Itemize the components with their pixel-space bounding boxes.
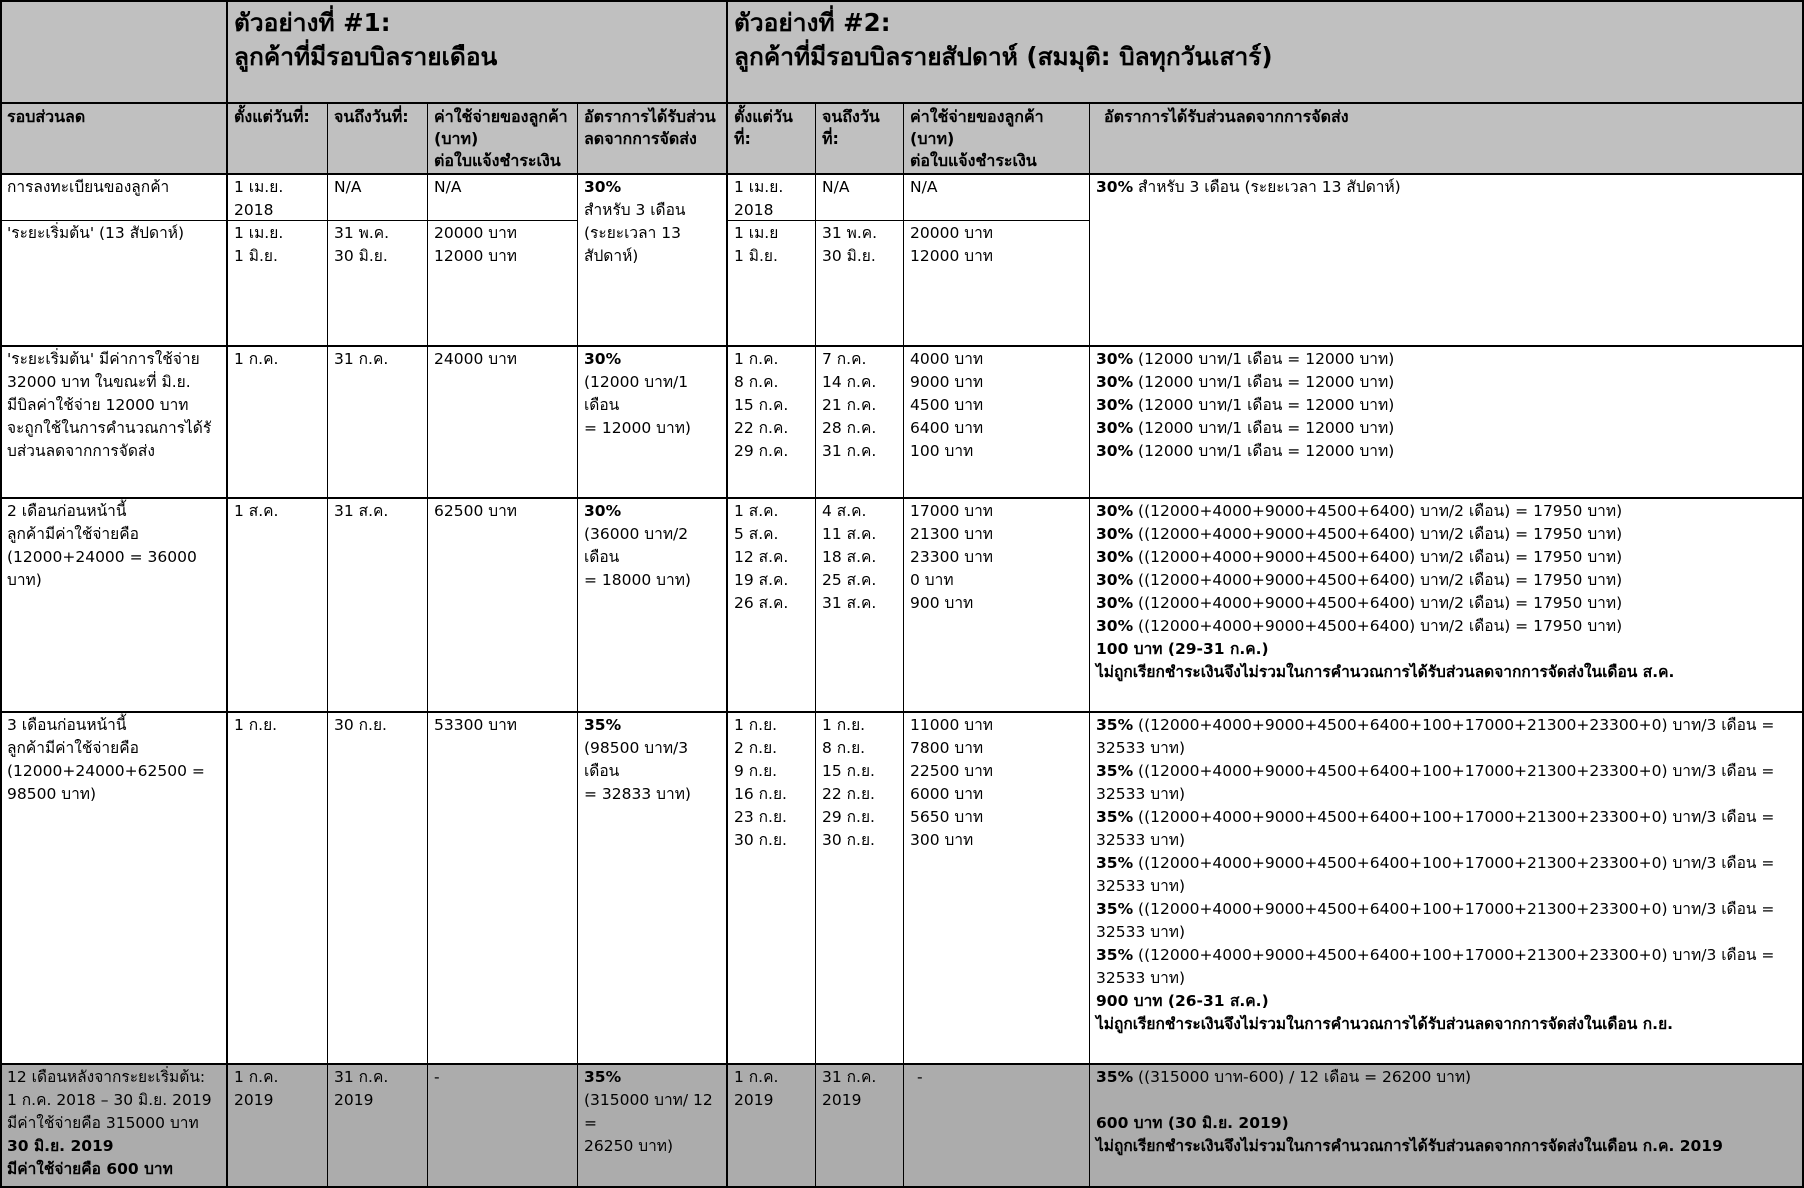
example-1-title: ตัวอย่างที่ #1: ลูกค้าที่มีรอบบิลรายเดือน [234,8,498,71]
row5-cost-2: 11000 บาท 7800 บาท 22500 บาท 6000 บาท 5650 บาท 300 บาท [910,716,993,849]
row2-from: 1 เม.ย. 1 มิ.ย. [234,224,284,265]
header-to-2: จนถึงวันที่: [822,107,880,148]
grid-line [903,103,904,1188]
row3-cost: 24000 บาท [434,350,517,368]
row5-cost: 53300 บาท [434,716,517,734]
row5-from-2: 1 ก.ย. 2 ก.ย. 9 ก.ย. 16 ก.ย. 23 ก.ย. 30 ก.ย. [734,716,787,849]
row2-cost-2: 20000 บาท 12000 บาท [910,224,993,265]
row6-from: 1 ก.ค. 2019 [234,1068,279,1109]
row5-rate-1: 35% (98500 บาท/3 เดือน = 32833 บาท) [584,716,691,803]
row1-to-2: N/A [822,178,850,196]
row3-cycle: 'ระยะเริ่มต้น' มีค่าการใช้จ่าย 32000 บาท ในขณะที่ มิ.ย. มีบิลค่าใช้จ่าย 12000 บาท จะถูกใช้ในการคำนวณการได้รั บส่วนลดจากการจัดส่ง [7,350,212,460]
row3-rate-1: 30% (12000 บาท/1 เดือน = 12000 บาท) [584,350,691,437]
row2-to-2: 31 พ.ค. 30 มิ.ย. [822,224,878,265]
row5-cycle: 3 เดือนก่อนหน้านี้ ลูกค้ามีค่าใช้จ่ายคือ (12000+24000+62500 = 98500 บาท) [7,716,205,803]
grid-line [0,711,1804,713]
row2-cycle: 'ระยะเริ่มต้น' (13 สัปดาห์) [7,224,185,242]
grid-line [327,103,328,1188]
grid-line [577,103,578,1188]
row12-rate-2: 30% สำหรับ 3 เดือน (ระยะเวลา 13 สัปดาห์) [1096,178,1401,196]
row6-cost-2: - [917,1068,923,1086]
grid-line [0,0,2,1188]
row1-cycle: การลงทะเบียนของลูกค้า [7,178,170,196]
grid-line [0,102,1804,104]
row4-to: 31 ส.ค. [334,502,389,520]
row5-from: 1 ก.ย. [234,716,278,734]
row3-to: 31 ก.ค. [334,350,389,368]
row3-from: 1 ก.ค. [234,350,279,368]
example-2-title: ตัวอย่างที่ #2: ลูกค้าที่มีรอบบิลรายสัปดาห์ (สมมุติ: บิลทุกวันเสาร์) [734,8,1273,71]
grid-line [0,173,1804,175]
header-from: ตั้งแต่วันที่: [234,107,310,126]
row6-to-2: 31 ก.ค. 2019 [822,1068,877,1109]
header-rate-2: อัตราการได้รับส่วนลดจากการจัดส่ง [1104,107,1349,126]
grid-line [427,103,428,1188]
row6-rate-1: 35% (315000 บาท/ 12 = 26250 บาท) [584,1068,713,1155]
header-cycle: รอบส่วนลด [7,107,86,126]
row2-to: 31 พ.ค. 30 มิ.ย. [334,224,390,265]
header-rate-1: อัตราการได้รับส่วน ลดจากการจัดส่ง [584,107,716,148]
row4-rate-1: 30% (36000 บาท/2 เดือน = 18000 บาท) [584,502,691,589]
grid-line [1089,103,1090,1188]
grid-line [727,220,1089,221]
grid-line [0,220,577,221]
row6-cycle: 12 เดือนหลังจากระยะเริ่มต้น: 1 ก.ค. 2018 – 30 มิ.ย. 2019 มีค่าใช้จ่ายคือ 315000 บาท 30 มิ.ย. 2019 มีค่าใช้จ่ายคือ 600 บาท [7,1068,212,1178]
row4-from-2: 1 ส.ค. 5 ส.ค. 12 ส.ค. 19 ส.ค. 26 ส.ค. [734,502,789,612]
grid-line [0,497,1804,499]
header-from-2: ตั้งแต่วันที่: [734,107,793,148]
row5-to-2: 1 ก.ย. 8 ก.ย. 15 ก.ย. 22 ก.ย. 29 ก.ย. 30 ก.ย. [822,716,875,849]
grid-line [815,103,816,1188]
row3-from-2: 1 ก.ค. 8 ก.ค. 15 ก.ค. 22 ก.ค. 29 ก.ค. [734,350,789,460]
header-to: จนถึงวันที่: [334,107,409,126]
row1-from-2: 1 เม.ย. 2018 [734,178,784,219]
row4-to-2: 4 ส.ค. 11 ส.ค. 18 ส.ค. 25 ส.ค. 31 ส.ค. [822,502,877,612]
row3-cost-2: 4000 บาท 9000 บาท 4500 บาท 6400 บาท 100 บาท [910,350,984,460]
row3-to-2: 7 ก.ค. 14 ก.ค. 21 ก.ค. 28 ก.ค. 31 ก.ค. [822,350,877,460]
header-cost-2: ค่าใช้จ่ายของลูกค้า (บาท) ต่อใบแจ้งชำระเงิน [910,107,1044,170]
row6-cost: - [434,1068,440,1086]
row12-rate-1: 30% สำหรับ 3 เดือน (ระยะเวลา 13 สัปดาห์) [584,178,686,265]
row1-from: 1 เม.ย. 2018 [234,178,284,219]
row4-cycle: 2 เดือนก่อนหน้านี้ ลูกค้ามีค่าใช้จ่ายคือ (12000+24000 = 36000 บาท) [7,502,197,589]
grid-line [0,1063,1804,1065]
row6-rate-2: 35% ((315000 บาท-600) / 12 เดือน = 26200 บาท) 600 บาท (30 มิ.ย. 2019) ไม่ถูกเรียกชำระเงินจึงไม่รวมในการคำนวณการได้รับส่วนลดจากการจัดส่งในเดือน ก.ค. 2019 [1096,1068,1723,1155]
row3-rate-2: 30% (12000 บาท/1 เดือน = 12000 บาท) 30% (12000 บาท/1 เดือน = 12000 บาท) 30% (12000 บาท/1 เดือน = 12000 บาท) 30% (12000 บาท/1 เดือน = 12000 บาท) 30% (12000 บาท/1 เดือน = 12000 บาท) [1096,350,1395,460]
grid-line [726,0,728,1188]
row1-to: N/A [334,178,362,196]
row4-cost: 62500 บาท [434,502,517,520]
row2-from-2: 1 เม.ย 1 มิ.ย. [734,224,779,265]
row4-from: 1 ส.ค. [234,502,279,520]
header-cost: ค่าใช้จ่ายของลูกค้า (บาท) ต่อใบแจ้งชำระเงิน [434,107,568,170]
row5-to: 30 ก.ย. [334,716,387,734]
grid-line [0,0,1804,2]
row2-cost: 20000 บาท 12000 บาท [434,224,517,265]
row4-rate-2: 30% ((12000+4000+9000+4500+6400) บาท/2 เดือน) = 17950 บาท) 30% ((12000+4000+9000+4500+6400) บาท/2 เดือน) = 17950 บาท) 30% ((12000+4000+9000+4500+6400) บาท/2 เดือน) = 17950 บาท) 30% ((12000+4000+9000+4500+6400) บาท/2 เดือน) = 17950 บาท) 30% ((12000+4000+9000+4500+6400) บาท/2 เดือน) = 17950 บาท) 30% ((12000+4000+9000+4500+6400) บาท/2 เดือน) = 17950 บาท) 100 บาท (29-31 ก.ค.) ไม่ถูกเรียกชำระเงินจึงไม่รวมในการคำนวณการได้รับส่วนลดจากการจัดส่งในเดือน ส.ค. [1096,502,1675,681]
grid-line [0,345,1804,347]
row4-cost-2: 17000 บาท 21300 บาท 23300 บาท 0 บาท 900 บาท [910,502,993,612]
row6-from-2: 1 ก.ค. 2019 [734,1068,779,1109]
row6-to: 31 ก.ค. 2019 [334,1068,389,1109]
row5-rate-2: 35% ((12000+4000+9000+4500+6400+100+17000+21300+23300+0) บาท/3 เดือน = 32533 บาท) 35% ((12000+4000+9000+4500+6400+100+17000+21300+23300+0) บาท/3 เดือน = 32533 บาท) 35% ((12000+4000+9000+4500+6400+100+17000+21300+23300+0) บาท/3 เดือน = 32533 บาท) 35% ((12000+4000+9000+4500+6400+100+17000+21300+23300+0) บาท/3 เดือน = 32533 บาท) 35% ((12000+4000+9000+4500+6400+100+17000+21300+23300+0) บาท/3 เดือน = 32533 บาท) 35% ((12000+4000+9000+4500+6400+100+17000+21300+23300+0) บาท/3 เดือน = 32533 บาท) 900 บาท (26-31 ส.ค.) ไม่ถูกเรียกชำระเงินจึงไม่รวมในการคำนวณการได้รับส่วนลดจากการจัดส่งในเดือน ก.ย. [1096,716,1775,1033]
row1-cost-2: N/A [910,178,938,196]
grid-line [226,0,228,1188]
row1-cost: N/A [434,178,462,196]
